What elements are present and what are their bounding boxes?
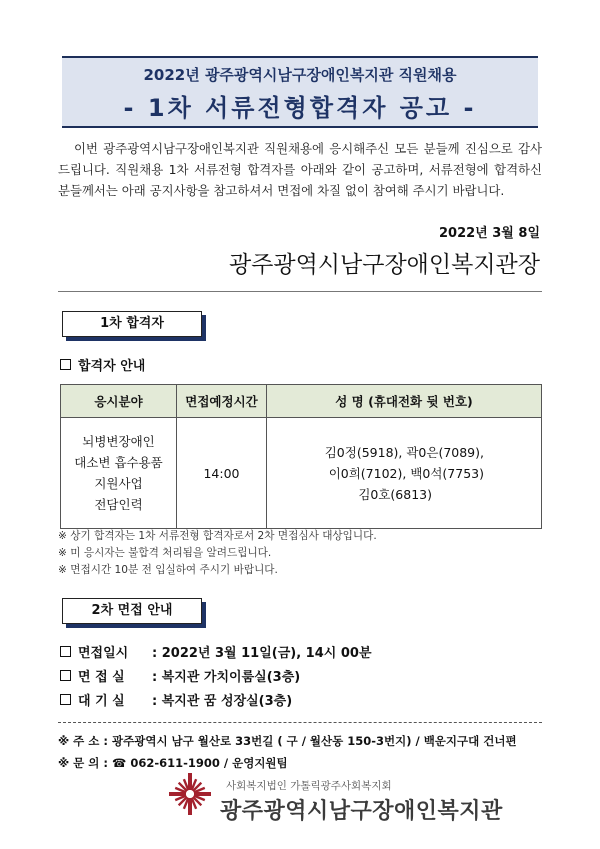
field-line: 대소변 흡수용품 bbox=[74, 455, 163, 470]
address-line: ※ 주 소 : 광주광역시 남구 월산로 33번길 ( 구 / 월산동 150-3번지) / 백운지구대 건너편 bbox=[58, 734, 517, 748]
field-line: 지원사업 bbox=[94, 476, 143, 491]
checkbox-square-icon bbox=[60, 646, 71, 657]
table-row bbox=[61, 418, 542, 529]
passers-table bbox=[60, 384, 542, 529]
interview-value: : 2022년 3월 11일(금), 14시 00분 bbox=[152, 646, 372, 661]
divider bbox=[58, 722, 542, 723]
subheading-passers bbox=[60, 355, 145, 374]
divider bbox=[58, 291, 542, 292]
checkbox-square-icon bbox=[60, 670, 71, 681]
header-names: 성 명 (휴대전화 뒷 번호) bbox=[267, 385, 542, 418]
title-banner bbox=[62, 56, 538, 128]
name-line: 이0희(7102), 백0석(7753) bbox=[328, 465, 484, 481]
subheading-text: 합격자 안내 bbox=[78, 359, 146, 374]
issuer-name: 광주광역시남구장애인복지관장 bbox=[228, 252, 540, 278]
contact-info bbox=[58, 730, 517, 774]
note-item: ※ 상기 합격자는 1차 서류전형 합격자로서 2차 면접심사 대상입니다. bbox=[58, 530, 377, 542]
name-line: 김0정(5918), 곽0은(7089), bbox=[324, 444, 484, 460]
footer-foundation: 사회복지법인 가톨릭광주사회복지회 bbox=[226, 780, 392, 792]
field-line: 전담인력 bbox=[94, 497, 143, 512]
table-header-row bbox=[61, 385, 542, 418]
notes-list bbox=[58, 528, 377, 579]
logo-center bbox=[186, 790, 194, 798]
cell-time: 14:00 bbox=[177, 418, 267, 529]
banner-title: - 1차 서류전형합격자 공고 - bbox=[123, 94, 477, 122]
header-field: 응시분야 bbox=[61, 385, 177, 418]
checkbox-square-icon bbox=[60, 359, 71, 370]
interview-label: 면접일시 bbox=[78, 646, 129, 661]
phone-line: ※ 문 의 : ☎ 062-611-1900 / 운영지원팀 bbox=[58, 756, 288, 770]
note-item: ※ 면접시간 10분 전 입실하여 주시기 바랍니다. bbox=[58, 564, 278, 576]
interview-item bbox=[60, 642, 372, 666]
interview-value: : 복지관 꿈 성장실(3층) bbox=[152, 694, 293, 709]
interview-item bbox=[60, 666, 372, 690]
interview-label: 대 기 실 bbox=[78, 694, 125, 709]
header-time: 면접예정시간 bbox=[177, 385, 267, 418]
interview-value: : 복지관 가치이룸실(3층) bbox=[152, 670, 301, 685]
cell-field bbox=[61, 418, 177, 529]
cell-names bbox=[267, 418, 542, 529]
interview-details bbox=[60, 642, 372, 714]
note-item: ※ 미 응시자는 불합격 처리됨을 알려드립니다. bbox=[58, 547, 272, 559]
field-line: 뇌병변장애인 bbox=[82, 434, 155, 449]
interview-item bbox=[60, 690, 372, 714]
checkbox-square-icon bbox=[60, 694, 71, 705]
name-line: 김0호(6813) bbox=[358, 486, 432, 502]
notice-date: 2022년 3월 8일 bbox=[439, 226, 540, 241]
interview-label: 면 접 실 bbox=[78, 670, 125, 685]
intro-paragraph: 이번 광주광역시남구장애인복지관 직원채용에 응시해주신 모든 분들께 진심으로 감사드립니다. 직원채용 1차 서류전형 합격자를 아래와 같이 공고하며, 서류전형에 합격하신 분들께서는 아래 공지사항을 참고하셔서 면접에 차질 없이 참여해 주시기 바랍니다. bbox=[58, 141, 542, 198]
section-tab-first-round: 1차 합격자 bbox=[62, 311, 202, 337]
banner-subtitle: 2022년 광주광역시남구장애인복지관 직원채용 bbox=[143, 66, 457, 84]
footer-org-name: 광주광역시남구장애인복지관 bbox=[220, 799, 503, 824]
section-tab-interview: 2차 면접 안내 bbox=[62, 598, 202, 624]
cross-logo-icon bbox=[168, 772, 212, 816]
